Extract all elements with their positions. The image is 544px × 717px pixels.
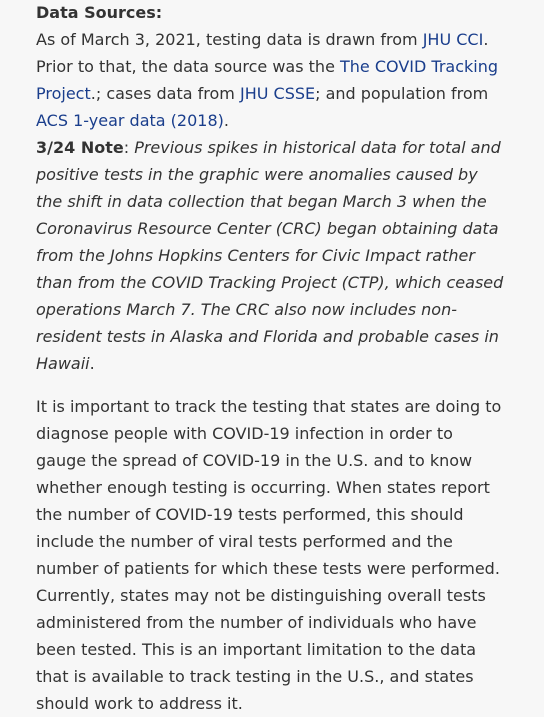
- data-sources-text: . Prior to that, the data source was the: [36, 30, 489, 76]
- note-colon: :: [123, 138, 135, 157]
- jhu-cci-link[interactable]: JHU CCI: [422, 30, 484, 49]
- jhu-csse-link[interactable]: JHU CSSE: [239, 84, 316, 103]
- data-sources-text: ; and population from: [315, 84, 489, 103]
- acs-data-link[interactable]: ACS 1-year data (2018): [36, 111, 224, 130]
- body-paragraph: It is important to track the testing that states are doing to diagnose people with COVID-19 infection in order to gauge the spread of COVID-19 in the U.S. and to know whether enough testing is occurring. When states report the number of COVID-19 tests performed, this should include the number of viral tests performed and the number of patients for which these tests were performed. Currently, states may not be distinguishing overall tests administered from the number of individuals who have been tested. This is an important limitation to the data that is available to track testing in the U.S., and states should work to address it.: [36, 397, 502, 713]
- data-sources-text: .; cases data from: [90, 84, 240, 103]
- data-sources-text: As of March 3, 2021, testing data is drawn from: [36, 30, 423, 49]
- data-sources-heading: Data Sources:: [36, 3, 163, 22]
- note-end: .: [89, 354, 95, 373]
- note-text: Previous spikes in historical data for total and positive tests in the graphic were anomalies caused by the shift in data collection that began March 3 when the Coronavirus Resource Center (CRC) began obtaining data from the Johns Hopkins Centers for Civic Impact rather than from the COVID Tracking Project (CTP), which ceased operations March 7. The CRC also now includes non-resident tests in Alaska and Florida and probable cases in Hawaii: [36, 138, 504, 373]
- data-sources-section: [36, 0, 508, 377]
- covid-tracking-project-link[interactable]: The COVID Tracking Project: [36, 57, 499, 103]
- note-label: 3/24 Note: [36, 138, 124, 157]
- data-sources-text: .: [223, 111, 229, 130]
